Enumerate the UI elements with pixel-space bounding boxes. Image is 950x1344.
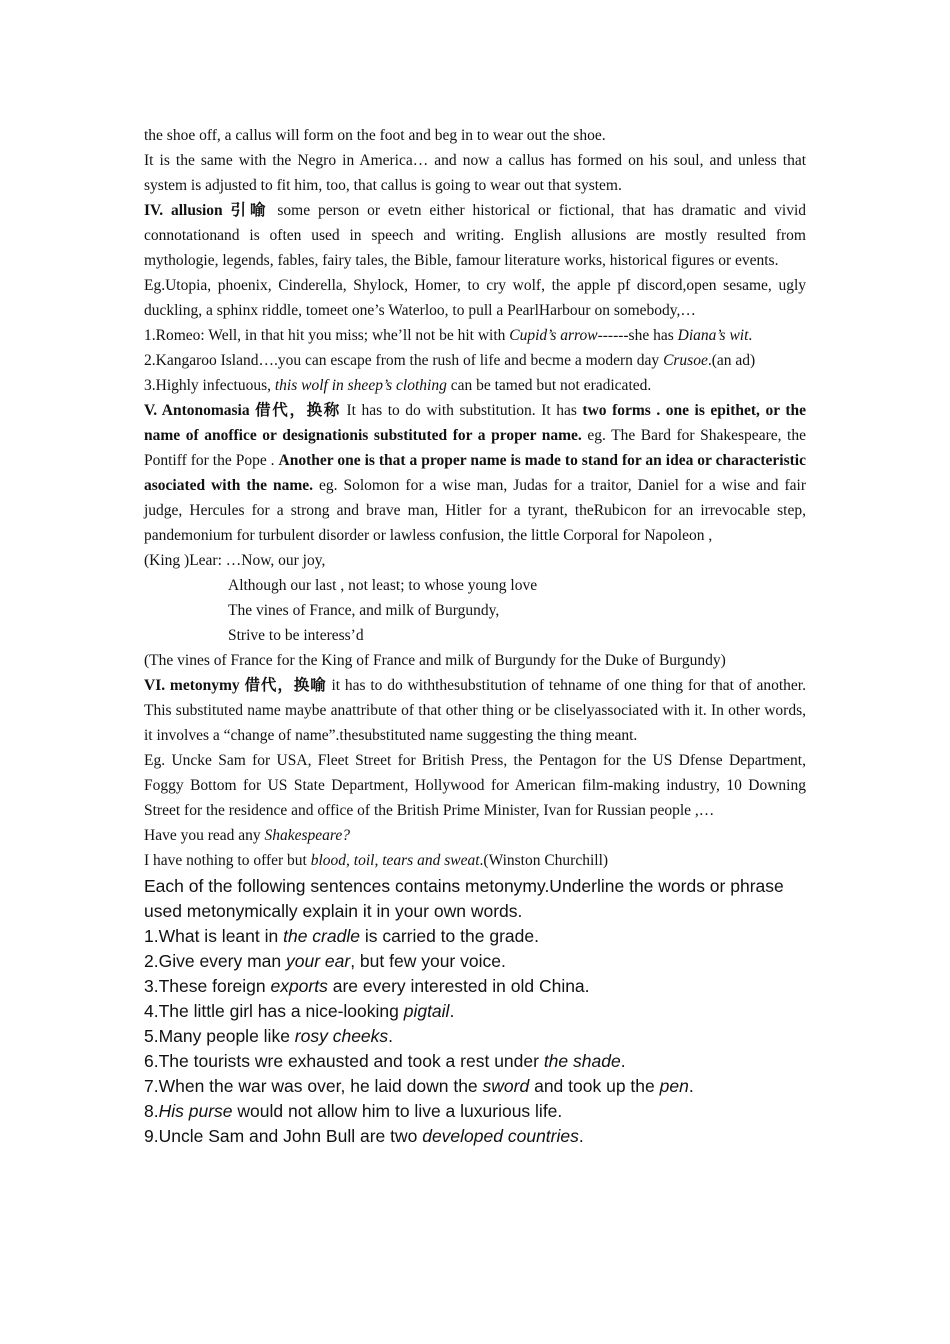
exercise-instruction: Each of the following sentences contains metonymy.Underline the words or phrase used metonymically explain it in your own words.: [144, 876, 784, 921]
paragraph: the shoe off, a callus will form on the foot and beg in to wear out the shoe.: [144, 127, 606, 144]
example-line: 2.Kangaroo Island….you can escape from the rush of life and becme a modern day Crusoe.(an ad): [144, 352, 756, 369]
metonymy-paragraph: VI. metonymy 借代，换喻 it has to do withthesubstitution of tehname of one thing for that of another. This substituted name maybe anattribute of that other thing or be cliselyassociated with it. In other words, it involves a “change of name”.thesubstituted name suggesting the thing meant.: [144, 677, 806, 744]
section-heading-metonymy: VI. metonymy 借代，换喻: [144, 677, 327, 694]
verse-line: Strive to be interess’d: [228, 627, 364, 644]
document-page: [144, 123, 806, 1149]
paragraph: It is the same with the Negro in America… and now a callus has formed on his soul, and unless that system is adjusted to fit him, too, that callus is going to wear out that system.: [144, 152, 806, 194]
example-line: 1.Romeo: Well, in that hit you miss; whe’ll not be hit with Cupid’s arrow------she has Diana’s wit.: [144, 327, 753, 344]
body-text: [144, 123, 806, 873]
verse-line: The vines of France, and milk of Burgundy,: [228, 602, 500, 619]
allusion-paragraph: IV. allusion 引喻 some person or evetn either historical or fictional, that has dramatic and vivid connotationand is often used in speech and writing. English allusions are mostly resulted from mythologie, legends, fables, fairy tales, the Bible, famour literature works, historical figures or events.: [144, 202, 806, 269]
section-heading-allusion: IV. allusion 引喻: [144, 202, 270, 219]
exercise-section: [144, 874, 806, 1149]
metonymy-examples: Eg. Uncke Sam for USA, Fleet Street for British Press, the Pentagon for the US Dfense Department, Foggy Bottom for US State Department, Hollywood for American film-making industry, 10 Downing Street for the residence and office of the British Prime Minister, Ivan for Russian people ,…: [144, 752, 806, 819]
verse-note: (The vines of France for the King of France and milk of Burgundy for the Duke of Burgundy): [144, 652, 726, 669]
exercise-item: 3.These foreign exports are every interested in old China.: [144, 976, 590, 996]
example-line: I have nothing to offer but blood, toil, tears and sweat.(Winston Churchill): [144, 852, 609, 869]
exercise-item: 7.When the war was over, he laid down the sword and took up the pen.: [144, 1076, 694, 1096]
exercise-item: 6.The tourists wre exhausted and took a rest under the shade.: [144, 1051, 626, 1071]
verse-line: Although our last , not least; to whose young love: [228, 577, 538, 594]
exercise-item: 4.The little girl has a nice-looking pigtail.: [144, 1001, 455, 1021]
section-heading-antonomasia: V. Antonomasia 借代，换称: [144, 402, 341, 419]
exercise-item: 2.Give every man your ear, but few your voice.: [144, 951, 506, 971]
exercise-item: 5.Many people like rosy cheeks.: [144, 1026, 394, 1046]
verse-line: (King )Lear: …Now, our joy,: [144, 552, 326, 569]
exercise-item: 9.Uncle Sam and John Bull are two developed countries.: [144, 1126, 584, 1146]
exercise-item: 1.What is leant in the cradle is carried to the grade.: [144, 926, 539, 946]
example-line: 3.Highly infectuous, this wolf in sheep’s clothing can be tamed but not eradicated.: [144, 377, 652, 394]
antonomasia-paragraph: V. Antonomasia 借代，换称 It has to do with substitution. It has two forms . one is epithet, or the name of anoffice or designationis substituted for a proper name. eg. The Bard for Shakespeare, the Pontiff for the Pope . Another one is that a proper name is made to stand for an idea or characteristic asociated with the name. eg. Solomon for a wise man, Judas for a traitor, Daniel for a wise and fair judge, Hercules for a strong and brave man, Hitler for a tyrant, theRubicon for an irrevocable step, pandemonium for turbulent disorder or lawless confusion, the little Corporal for Napoleon ,: [144, 402, 807, 544]
allusion-examples: Eg.Utopia, phoenix, Cinderella, Shylock, Homer, to cry wolf, the apple pf discord,open sesame, ugly duckling, a sphinx riddle, tomeet one’s Waterloo, to pull a PearlHarbour on somebody,…: [144, 277, 806, 319]
exercise-item: 8.His purse would not allow him to live a luxurious life.: [144, 1101, 563, 1121]
example-line: Have you read any Shakespeare?: [144, 827, 351, 844]
